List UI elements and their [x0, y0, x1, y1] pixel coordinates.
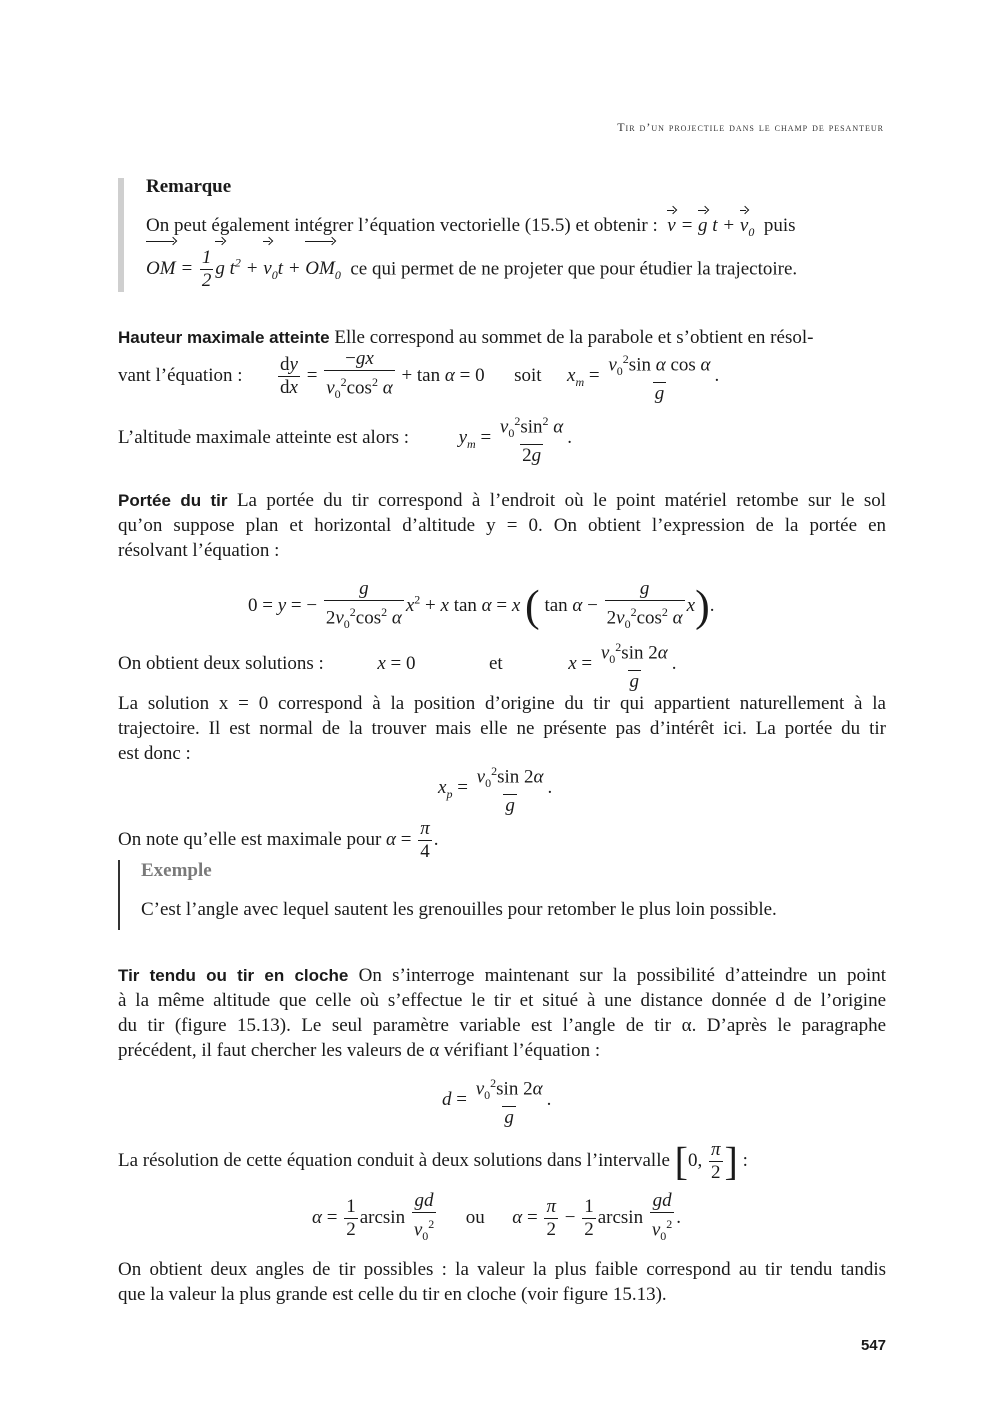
remarque-line1-end: puis	[763, 215, 796, 236]
portee-line3: résolvant l’équation :	[118, 540, 280, 561]
portee-para2: trajectoire. Il est normal de la trouver mais elle ne présente pas d’intérêt ici. La portée du tir	[118, 718, 886, 739]
portee-line1-text: La portée du tir correspond à l’endroit où le point matériel retombe sur le sol	[236, 490, 887, 511]
exemple-bar	[118, 860, 120, 930]
portee-solutions-text: On obtient deux solutions :	[118, 653, 324, 674]
eq-x0: x	[377, 653, 386, 674]
hauteur-line3	[118, 408, 572, 474]
eq-dydx: $\frac{dy}{dx}$ = $\frac{-gx}{v_0^2\cos^2 \alpha}$ + tan α = 0	[276, 365, 485, 386]
hauteur-title: Hauteur maximale atteinte	[118, 328, 330, 347]
tendu-resolution	[118, 1131, 748, 1191]
exemple-text: C’est l’angle avec lequel sautent les grenouilles pour retomber le plus loin possible.	[141, 899, 777, 920]
remarque-line2	[146, 238, 797, 300]
eq-ym: $y_m$ = $\frac{v_0^2\sin^2 \alpha}{2g}$ .	[458, 414, 573, 467]
eq-position: OM = $\frac{1}{2}$ g $t^2 + v_0t + OM_0$	[146, 258, 346, 279]
tendu-final1: On obtient deux angles de tir possibles : la valeur la plus faible correspond au tir tendu tandis	[118, 1259, 886, 1280]
running-header: Tir d’un projectile dans le champ de pesanteur	[617, 120, 884, 134]
hauteur-line2-text: vant l’équation :	[118, 365, 243, 386]
tendu-line2: à la même altitude que celle où s’effectue le tir et situé à une distance donnée d de l’origine	[118, 990, 886, 1011]
eq-interval: [0, $\frac{\pi}{2}$ ] :	[674, 1138, 748, 1184]
portee-note-text: On note qu’elle est maximale pour	[118, 829, 382, 850]
remarque-line1-text: On peut également intégrer l’équation vectorielle (15.5) et obtenir :	[146, 215, 658, 236]
remarque-line2-end: ce qui permet de ne projeter que pour étudier la trajectoire.	[350, 258, 798, 280]
remarque-title: Remarque	[146, 176, 232, 197]
tendu-ou: ou	[465, 1207, 485, 1228]
eq-alpha2: α = $\frac{\pi}{2}$ − $\frac{1}{2}$ arcsin $\frac{gd}{v_0^2}$ .	[512, 1207, 681, 1228]
portee-line2: qu’on suppose plan et horizontal d’altitude y = 0. On obtient l’expression de la portée en	[118, 515, 886, 536]
eq-trajectory: 0 = y = − $\frac{g}{2v_0^2\cos^2 \alpha}$ $x^2 + x$ tan α = x ( tan α − $\frac{g}{2v_0^2\cos^2 \alpha}$ x).	[248, 570, 714, 636]
portee-line1	[118, 488, 886, 513]
tendu-final2: que la valeur la plus grande est celle du tir en cloche (voir figure 15.13).	[118, 1284, 667, 1305]
portee-para3: est donc :	[118, 743, 191, 764]
portee-solutions: On obtient deux solutions : x = 0 et x = $\frac{v_0^2\sin 2\alpha}{g}$ .	[118, 640, 677, 693]
eq-xm: $x_m$ = $\frac{v_0^2\sin \alpha \cos \alpha}{g}$ .	[567, 352, 720, 405]
tendu-line1-text: On s’interroge maintenant sur la possibilité d’atteindre un point	[358, 965, 887, 986]
hauteur-line1-text: Elle correspond au sommet de la parabole et s’obtient en résol-	[334, 327, 814, 348]
tendu-line3: du tir (figure 15.13). Le seul paramètre variable est l’angle de tir α. D’après le paragraphe	[118, 1015, 886, 1036]
page-number: 547	[860, 1337, 886, 1354]
tendu-resolution-text: La résolution de cette équation conduit à deux solutions dans l’intervalle	[118, 1150, 670, 1171]
eq-alpha1: α = $\frac{1}{2}$ arcsin $\frac{gd}{v_0^2}$	[312, 1207, 438, 1228]
hauteur-alt-text: L’altitude maximale atteinte est alors :	[118, 427, 410, 448]
eq-alpha-pi4: α = $\frac{\pi}{4}$ .	[386, 818, 439, 863]
eq-alpha-solutions	[312, 1188, 681, 1248]
tendu-title: Tir tendu ou tir en cloche	[118, 966, 349, 985]
eq-d: d = $\frac{v_0^2\sin 2\alpha}{g}$ .	[442, 1076, 552, 1129]
hauteur-soit: soit	[514, 365, 542, 386]
portee-para1: La solution x = 0 correspond à la position d’origine du tir qui appartient naturellement à la	[118, 693, 886, 714]
eq-xp: $x_p$ = $\frac{v_0^2\sin 2\alpha}{g}$ .	[438, 764, 553, 817]
portee-title: Portée du tir	[118, 491, 228, 510]
tendu-line1	[118, 963, 886, 988]
tendu-line4: précédent, il faut chercher les valeurs de α vérifiant l’équation :	[118, 1040, 601, 1061]
eq-xsol: x = $\frac{v_0^2\sin 2\alpha}{g}$ .	[568, 640, 677, 693]
hauteur-line2	[118, 346, 719, 412]
remarque-bar	[118, 178, 124, 292]
eq-velocity: v = g $t + v_0$	[667, 215, 755, 239]
exemple-title: Exemple	[141, 860, 212, 881]
portee-et: et	[488, 653, 503, 674]
